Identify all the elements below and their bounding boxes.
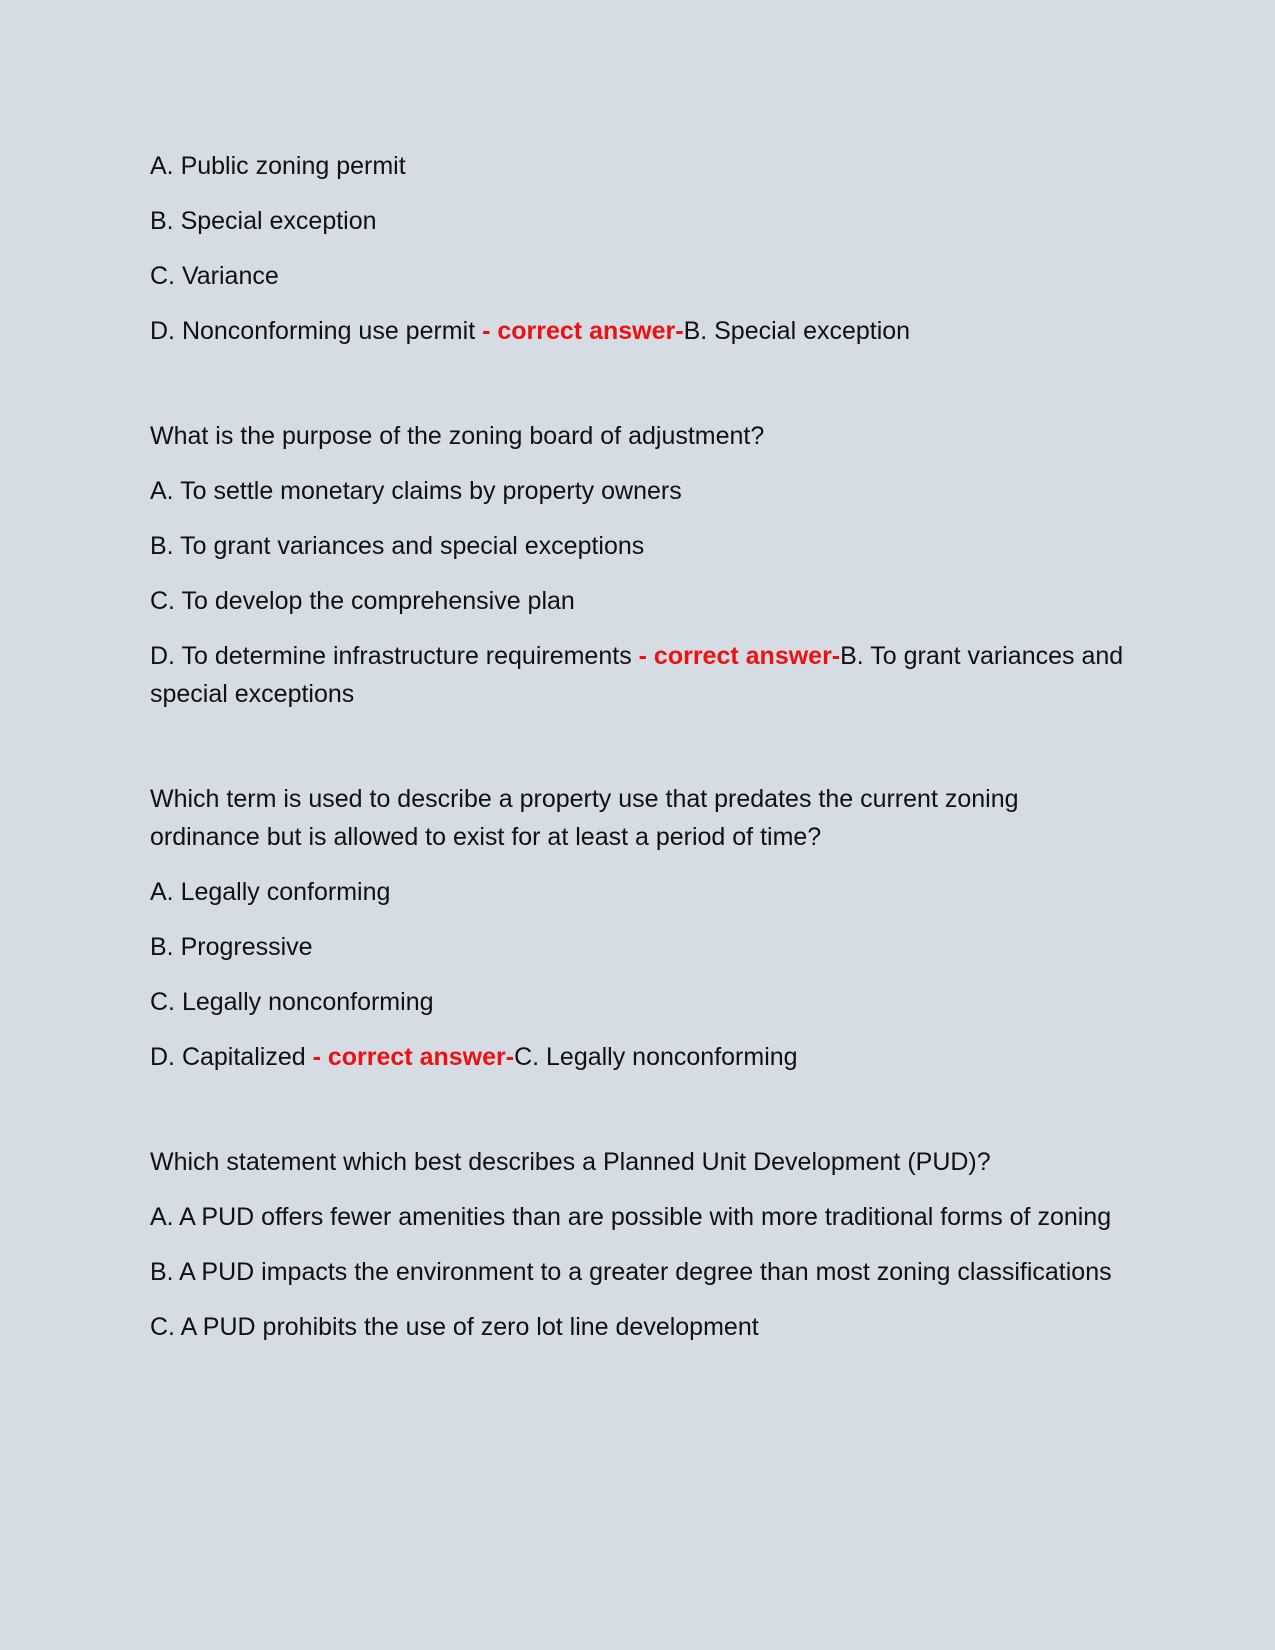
correct-answer-marker: - correct answer- bbox=[482, 317, 684, 345]
option-b: B. Progressive bbox=[150, 933, 313, 961]
question-block-4 bbox=[150, 1143, 1125, 1346]
option-b: B. To grant variances and special exceptions bbox=[150, 532, 645, 560]
option-c: C. Variance bbox=[150, 262, 279, 290]
correct-answer-text: B. Special exception bbox=[683, 317, 911, 345]
option-d-with-answer bbox=[150, 1038, 1125, 1076]
correct-answer-text: C. Legally nonconforming bbox=[514, 1043, 798, 1071]
option-d: D. To determine infrastructure requirements bbox=[150, 642, 632, 670]
option-d: D. Capitalized bbox=[150, 1043, 306, 1071]
block-spacer bbox=[150, 730, 1125, 780]
option-a: A. A PUD offers fewer amenities than are possible with more traditional forms of zoning bbox=[150, 1203, 1112, 1231]
option-c: C. Legally nonconforming bbox=[150, 988, 434, 1016]
option-d: D. Nonconforming use permit bbox=[150, 317, 476, 345]
correct-answer-marker: - correct answer- bbox=[638, 642, 841, 670]
option-b: B. A PUD impacts the environment to a greater degree than most zoning classifications bbox=[150, 1258, 1112, 1286]
option-a: A. Public zoning permit bbox=[150, 152, 406, 180]
option-c: C. A PUD prohibits the use of zero lot line development bbox=[150, 1313, 759, 1341]
block-spacer bbox=[150, 367, 1125, 417]
question-block-2 bbox=[150, 417, 1125, 713]
correct-answer-text: B. To grant variances and special exceptions bbox=[150, 642, 1124, 708]
document-page bbox=[150, 147, 1125, 1363]
question-text: Which term is used to describe a property use that predates the current zoning ordinance but is allowed to exist for at least a period of time? bbox=[150, 785, 1019, 851]
option-d-with-answer bbox=[150, 312, 1125, 350]
option-a: A. Legally conforming bbox=[150, 878, 391, 906]
question-text: Which statement which best describes a Planned Unit Development (PUD)? bbox=[150, 1148, 991, 1176]
question-block-1 bbox=[150, 147, 1125, 350]
option-c: C. To develop the comprehensive plan bbox=[150, 587, 575, 615]
block-spacer bbox=[150, 1093, 1125, 1143]
correct-answer-marker: - correct answer- bbox=[312, 1043, 515, 1071]
option-a: A. To settle monetary claims by property owners bbox=[150, 477, 682, 505]
question-text: What is the purpose of the zoning board of adjustment? bbox=[150, 422, 765, 450]
option-b: B. Special exception bbox=[150, 207, 377, 235]
option-d-with-answer bbox=[150, 637, 1125, 713]
question-block-3 bbox=[150, 780, 1125, 1076]
